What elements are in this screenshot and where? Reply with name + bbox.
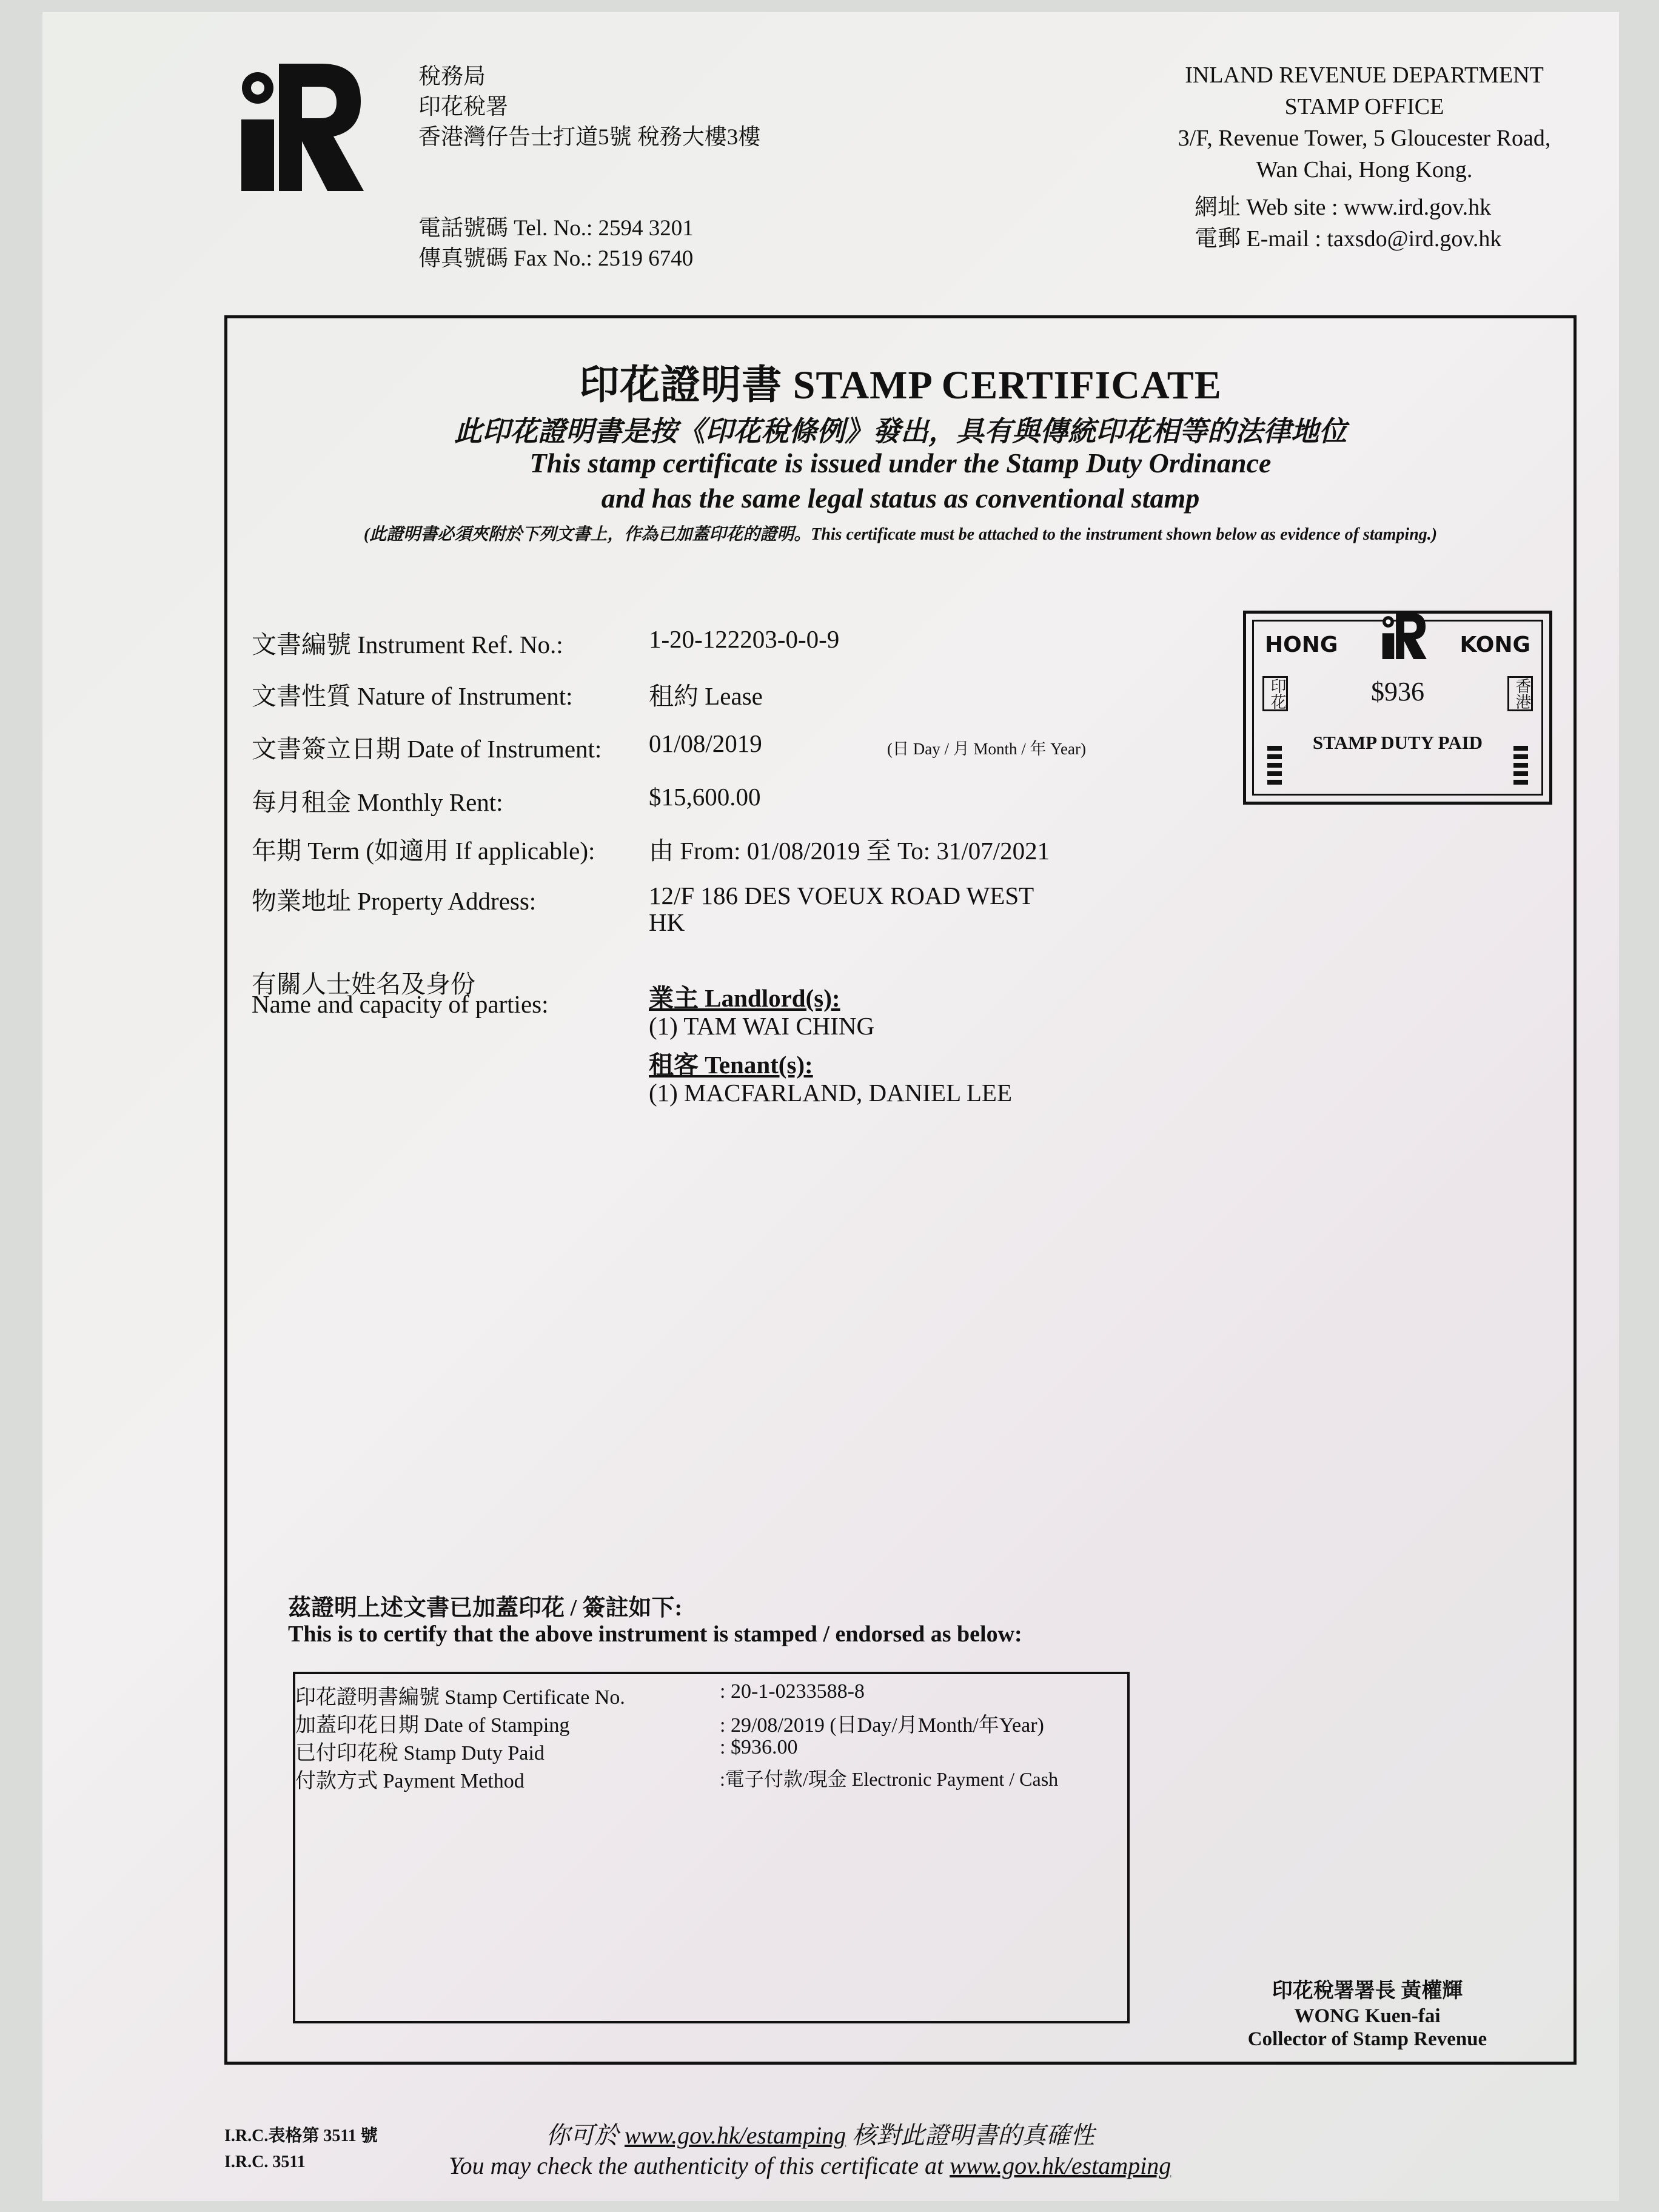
nature-value: 租約 Lease <box>649 682 763 710</box>
stamp-ornament-right <box>1513 746 1528 788</box>
certify-zh: 茲證明上述文書已加蓋印花 / 簽註如下: <box>288 1595 683 1621</box>
verify-en-prefix: You may check the authenticity of this certificate at <box>449 2152 950 2179</box>
address-zh: 香港灣仔告士打道5號 稅務大樓3樓 <box>418 125 761 150</box>
ird-logo <box>230 64 364 191</box>
term-label: 年期 Term (如適用 If applicable): <box>252 837 595 865</box>
stamp-ir-logo <box>1378 613 1427 659</box>
subtitle-en-2: and has the same legal status as conventional stamp <box>601 483 1200 514</box>
address-line-2-value: HK <box>649 908 685 936</box>
email: 電郵 E-mail : taxsdo@ird.gov.hk <box>1195 226 1502 252</box>
verify-zh-suffix: 核對此證明書的真確性 <box>846 2122 1095 2149</box>
verify-note-en <box>449 2151 1171 2180</box>
stamp-side-right: 香港 <box>1507 676 1533 711</box>
ref-label: 文書編號 Instrument Ref. No.: <box>252 631 563 659</box>
verify-zh-link[interactable]: www.gov.hk/estamping <box>625 2122 846 2149</box>
date-label: 文書簽立日期 Date of Instrument: <box>252 735 602 763</box>
address-label: 物業地址 Property Address: <box>252 887 537 915</box>
duty-paid-value: : $936.00 <box>720 1736 798 1758</box>
verify-en-link[interactable]: www.gov.hk/estamping <box>950 2152 1171 2179</box>
stamping-date-value: : 29/08/2019 (日Day/月Month/年Year) <box>720 1714 1044 1737</box>
rent-value: $15,600.00 <box>649 783 761 811</box>
verify-zh-prefix: 你可於 <box>546 2122 625 2149</box>
stamp-duty-paid: STAMP DUTY PAID <box>1312 732 1483 753</box>
header-right <box>1134 59 1595 255</box>
header-left <box>418 62 760 274</box>
subtitle-zh: 此印花證明書是按《印花稅條例》發出，具有與傳統印花相等的法律地位 <box>454 416 1347 447</box>
document-page <box>42 12 1619 2201</box>
landlord-value: (1) TAM WAI CHING <box>649 1012 875 1040</box>
signature-title-zh: 印花稅署署長 黃權輝 <box>1272 1980 1463 2002</box>
website: 網址 Web site : www.ird.gov.hk <box>1195 195 1492 220</box>
nature-label: 文書性質 Nature of Instrument: <box>252 682 573 710</box>
form-number-en: I.R.C. 3511 <box>224 2153 306 2171</box>
office-zh: 印花稅署 <box>418 95 508 119</box>
stamp-duty-stamp <box>1243 611 1552 805</box>
ref-value: 1-20-122203-0-0-9 <box>649 625 840 653</box>
parties-label-zh: 有關人士姓名及身份 <box>252 970 475 998</box>
certificate-box <box>224 315 1577 2065</box>
address-line-2: Wan Chai, Hong Kong. <box>1256 157 1473 183</box>
stamping-date-label: 加蓋印花日期 Date of Stamping <box>295 1714 570 1737</box>
subtitle-en-1: This stamp certificate is issued under the Stamp Duty Ordinance <box>529 447 1272 478</box>
tenant-label: 租客 Tenant(s): <box>649 1051 813 1079</box>
signature-name: WONG Kuen-fai <box>1294 2005 1441 2027</box>
parties-label-en: Name and capacity of parties: <box>252 990 549 1018</box>
dept-en: INLAND REVENUE DEPARTMENT <box>1185 62 1544 88</box>
stamp-side-left: 印花 <box>1262 676 1288 711</box>
date-value: 01/08/2019 <box>649 729 762 757</box>
office-en: STAMP OFFICE <box>1284 94 1444 119</box>
stamp-amount: $936 <box>1371 677 1424 706</box>
stamp-ornament-left <box>1267 746 1282 788</box>
address-line-1: 3/F, Revenue Tower, 5 Gloucester Road, <box>1178 126 1551 151</box>
verify-note-zh <box>546 2116 1094 2151</box>
payment-method-label: 付款方式 Payment Method <box>295 1770 525 1792</box>
stamping-details-box <box>293 1672 1130 2023</box>
form-number-zh: I.R.C.表格第 3511 號 <box>224 2127 378 2145</box>
landlord-label: 業主 Landlord(s): <box>649 984 840 1012</box>
stamp-inner-border <box>1252 620 1543 796</box>
certify-en: This is to certify that the above instrument is stamped / endorsed as below: <box>288 1621 1022 1647</box>
stamp-hong: HONG <box>1265 632 1338 657</box>
date-format: (日 Day / 月 Month / 年 Year) <box>887 740 1086 758</box>
rent-label: 每月租金 Monthly Rent: <box>252 788 503 816</box>
fax: 傳真號碼 Fax No.: 2519 6740 <box>418 246 694 271</box>
cert-no-label: 印花證明書編號 Stamp Certificate No. <box>295 1686 625 1709</box>
tenant-value: (1) MACFARLAND, DANIEL LEE <box>649 1079 1012 1107</box>
dept-zh: 稅務局 <box>418 64 486 89</box>
term-value: 由 From: 01/08/2019 至 To: 31/07/2021 <box>649 837 1050 865</box>
signature-title-en: Collector of Stamp Revenue <box>1247 2028 1487 2050</box>
tel: 電話號碼 Tel. No.: 2594 3201 <box>418 216 694 241</box>
attachment-note: (此證明書必須夾附於下列文書上，作為已加蓋印花的證明。This certificate must be attached to the instrument shown below as evidence of stamping.) <box>363 525 1438 544</box>
certificate-title: 印花證明書 STAMP CERTIFICATE <box>579 363 1222 407</box>
stamp-kong: KONG <box>1460 632 1530 657</box>
payment-method-value: :電子付款/現金 Electronic Payment / Cash <box>720 1768 1059 1790</box>
address-line-1-value: 12/F 186 DES VOEUX ROAD WEST <box>649 882 1034 910</box>
duty-paid-label: 已付印花稅 Stamp Duty Paid <box>295 1742 545 1765</box>
cert-no-value: : 20-1-0233588-8 <box>720 1680 865 1703</box>
